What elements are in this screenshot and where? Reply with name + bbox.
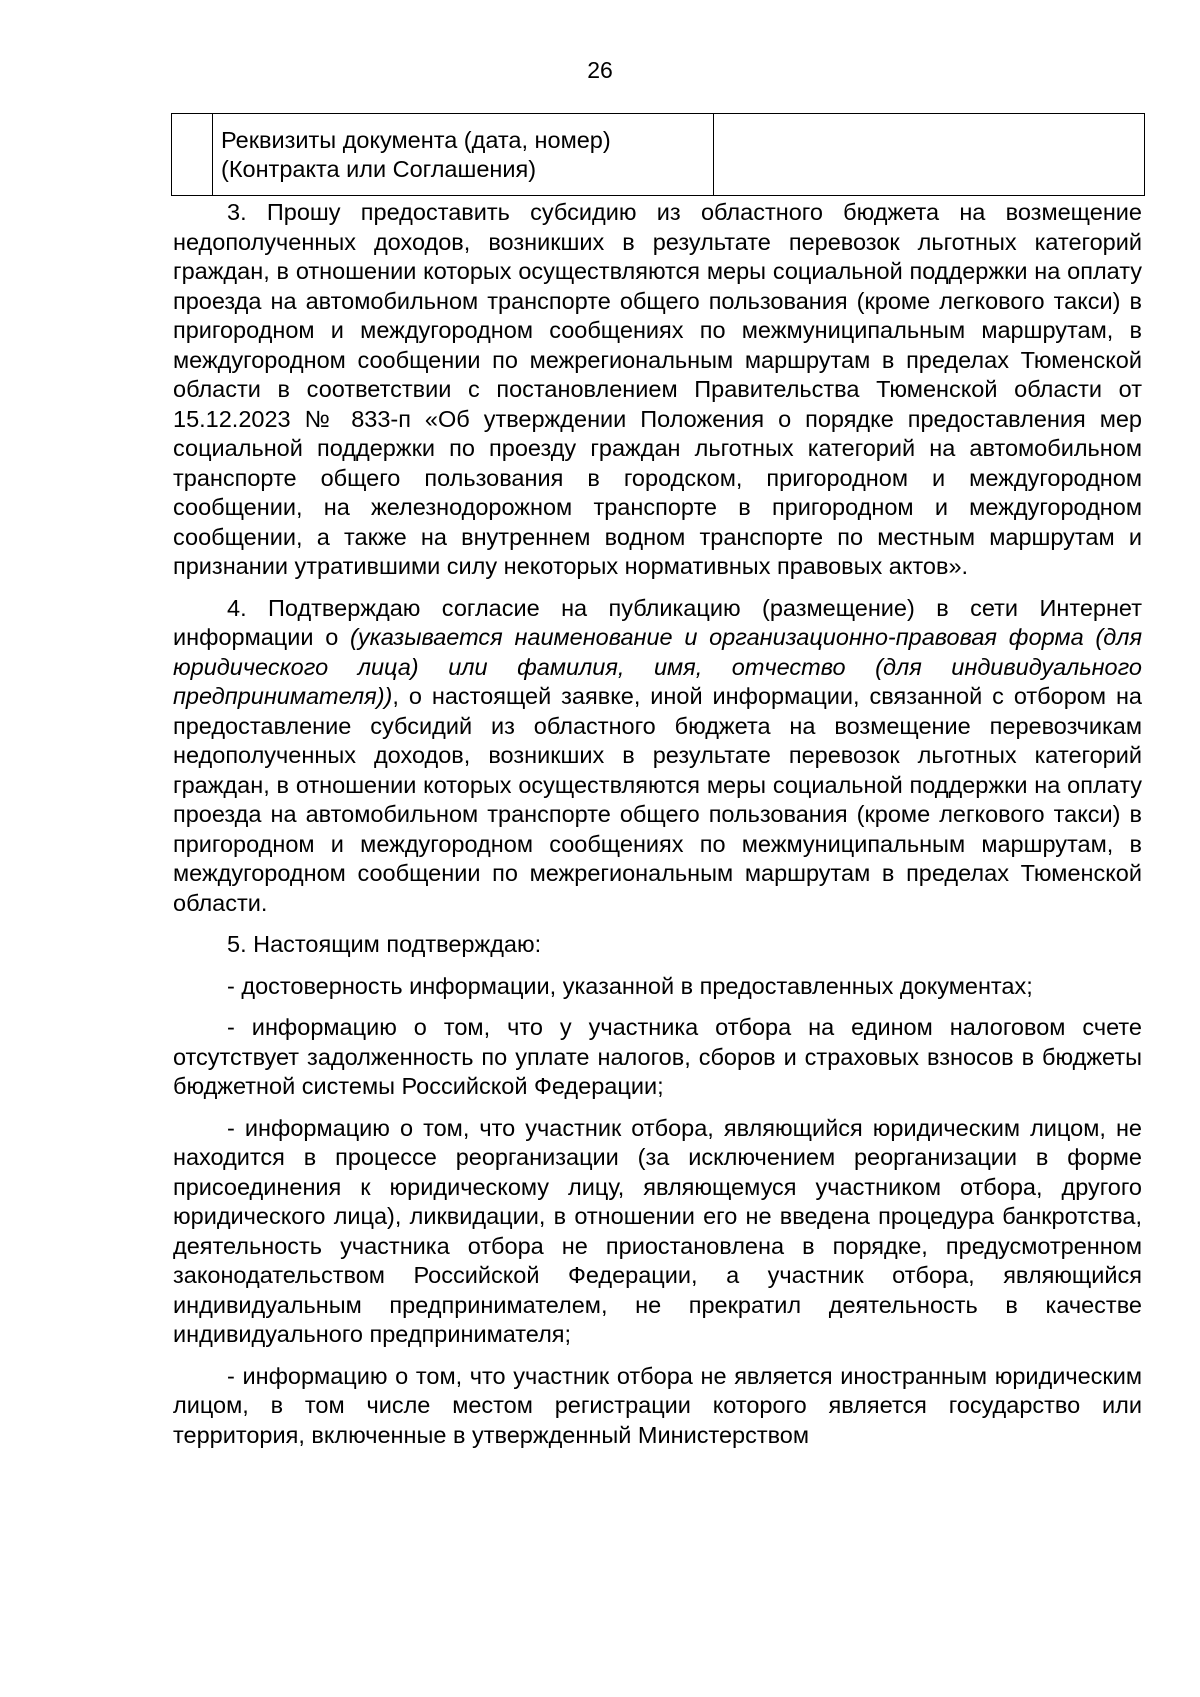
paragraph-4-start: 4. Подтверждаю согласие на публикацию (размещение) в сети Интернет информации о	[173, 594, 1142, 650]
paragraph-3: 3. Прошу предоставить субсидию из областного бюджета на возмещение недополученных доходов, возникших в результате перевозок льготных категорий граждан, в отношении которых осуществляются меры социальной поддержки на оплату проезда на автомобильном транспорте общего пользования (кроме легкового такси) в пригородном и междугородном сообщениях по межмуниципальным маршрутам, в междугородном сообщении по межрегиональным маршрутам в пределах Тюменской области в соответствии с постановлением Правительства Тюменской области от 15.12.2023 № 833-п «Об утверждении Положения о порядке предоставления мер социальной поддержки по проезду граждан льготных категорий на автомобильном транспорте общего пользования в городском, пригородном и междугородном сообщении, на железнодорожном транспорте в пригородном и междугородном сообщении, а также на внутреннем водном транспорте по местным маршрутам и признании утратившими силу некоторых нормативных правовых актов».	[173, 199, 1142, 579]
requisites-label-cell	[213, 114, 714, 196]
page-number: 26	[587, 57, 613, 83]
table-row	[172, 114, 1145, 196]
paragraph-4-end: , о настоящей заявке, иной информации, связанной с отбором на предоставление субсидий из областного бюджета на возмещение перевозчикам недополученных доходов, возникших в результате перевозок льготных категорий граждан, в отношении которых осуществляются меры социальной поддержки на оплату проезда на автомобильном транспорте общего пользования (кроме легкового такси) в пригородном и междугородном сообщениях по межмуниципальным маршрутам, в междугородном сообщении по межрегиональным маршрутам в пределах Тюменской области.	[173, 683, 1142, 916]
list-item-reorganization: - информацию о том, что участник отбора, являющийся юридическим лицом, не находится в процессе реорганизации (за исключением реорганизации в форме присоединения к юридическому лицу, являющемуся участником отбора, другого юридического лица), ликвидации, в отношении его не введена процедура банкротства, деятельность участника отбора не приостановлена в порядке, предусмотренном законодательством Российской Федерации, а участник отбора, являющийся индивидуальным предпринимателем, не прекратил деятельность в качестве индивидуального предпринимателя;	[173, 1114, 1142, 1347]
requisites-value-cell	[714, 114, 1145, 196]
list-item-foreign-entity: - информацию о том, что участник отбора не является иностранным юридическим лицом, в том числе местом регистрации которого является государство или территория, включенные в утвержденный Министерством	[173, 1362, 1142, 1448]
requisites-label: Реквизиты документа (дата, номер) (Контракта или Соглашения)	[221, 127, 611, 182]
document-body	[173, 198, 1142, 1450]
paragraph-4-placeholder: (указывается наименование и организационно-правовая форма (для юридического лица) или фамилия, имя, отчество (для индивидуального предпринимателя))	[173, 624, 1142, 709]
paragraph-5: 5. Настоящим подтверждаю:	[227, 931, 542, 957]
list-item-reliability: - достоверность информации, указанной в предоставленных документах;	[227, 972, 1033, 999]
requisites-table	[171, 113, 1145, 196]
row-number-cell	[172, 114, 213, 196]
requisites-value	[714, 114, 1144, 126]
paragraph-4	[173, 594, 1142, 919]
list-item-tax-debt: - информацию о том, что у участника отбора на едином налоговом счете отсутствует задолженность по уплате налогов, сборов и страховых взносов в бюджеты бюджетной системы Российской Федерации;	[173, 1014, 1142, 1099]
